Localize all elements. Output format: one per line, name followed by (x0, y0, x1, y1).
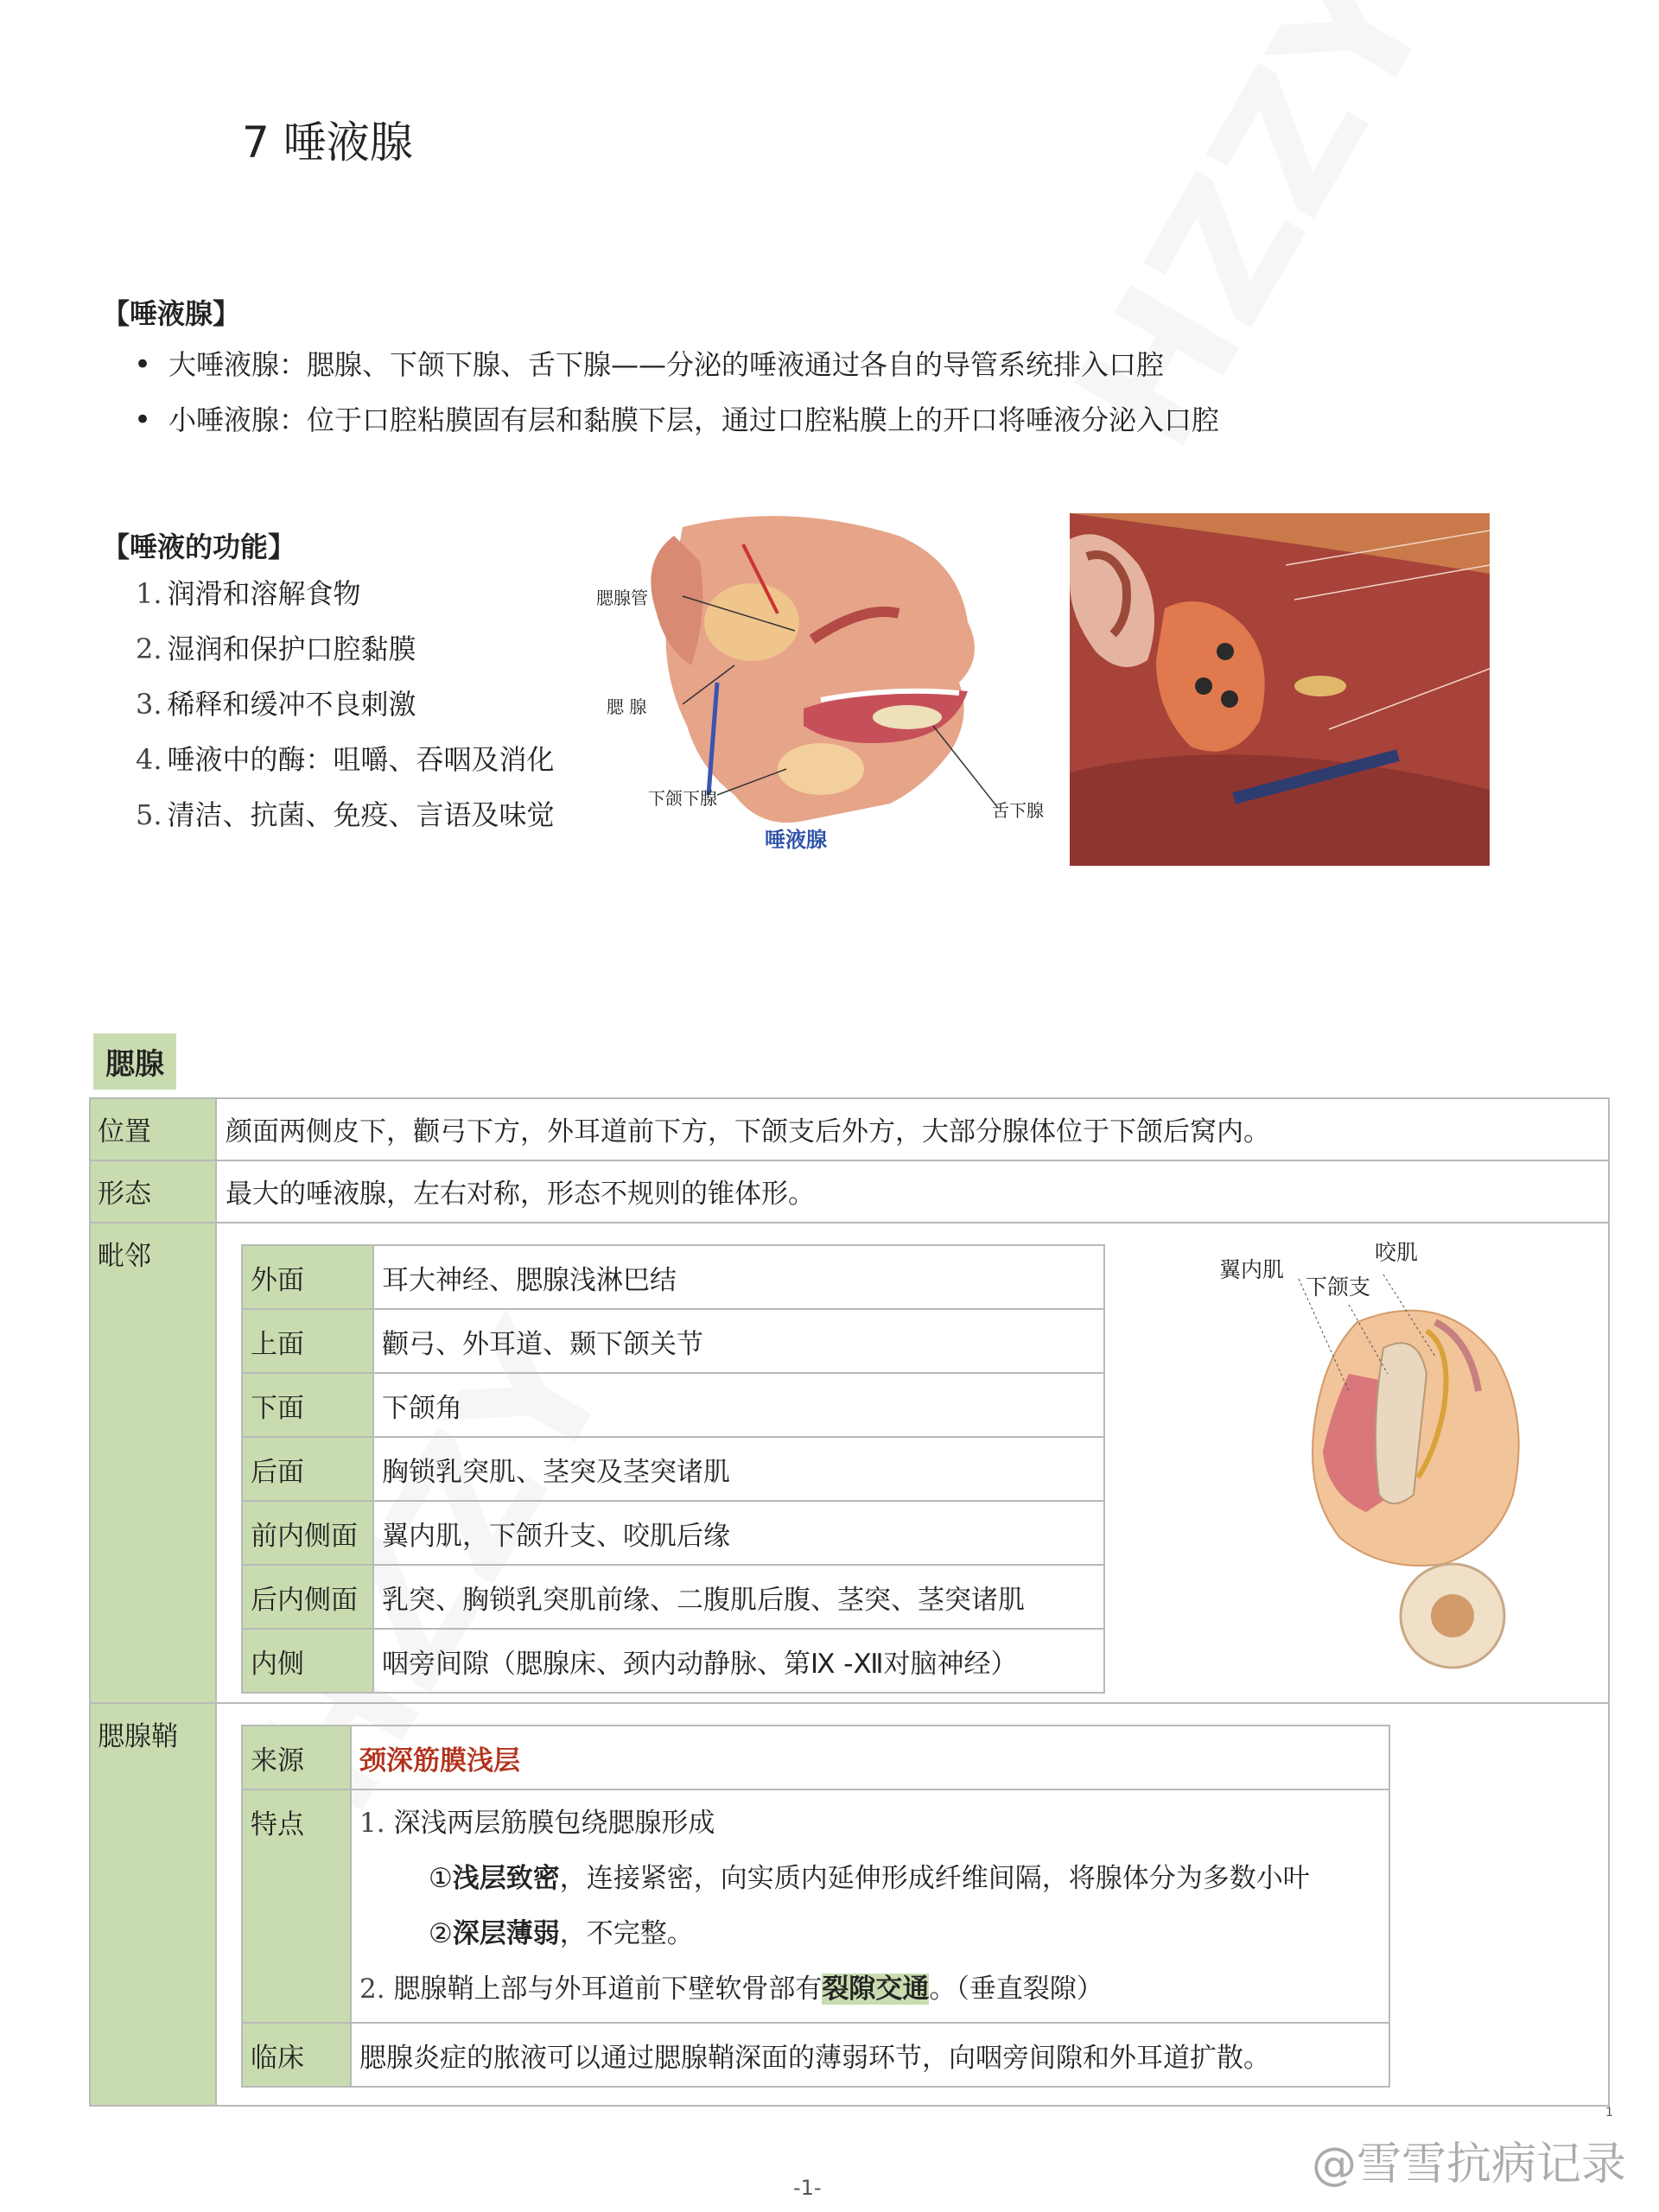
figure-caption: 唾液腺 (765, 828, 827, 852)
list-item: 3. 稀释和缓冲不良刺激 (136, 688, 416, 721)
sheath-table (241, 1725, 1390, 2088)
label-ramus: 下颌支 (1306, 1274, 1371, 1300)
adjacent-key: 下面 (242, 1373, 373, 1437)
parotid-section-tag: 腮腺 (93, 1033, 176, 1090)
label-submandibular: 下颌下腺 (648, 788, 717, 809)
adjacent-value: 翼内肌，下颌升支、咬肌后缘 (373, 1501, 1104, 1565)
adjacent-value: 耳大神经、腮腺浅淋巴结 (373, 1245, 1104, 1309)
sheath-feature-value (351, 1789, 1389, 2023)
table-row (242, 2023, 1389, 2087)
label-parotid: 腮 腺 (607, 696, 647, 717)
label-masseter: 咬肌 (1375, 1240, 1419, 1265)
list-item: 2. 湿润和保护口腔黏膜 (136, 632, 416, 665)
adjacent-key: 内侧 (242, 1629, 373, 1693)
salivary-gland-illustration (588, 510, 1071, 873)
parotid-cross-section-illustration (1219, 1236, 1582, 1685)
sheath-clinical-value: 腮腺炎症的脓液可以通过腮腺鞘深面的薄弱环节，向咽旁间隙和外耳道扩散。 (351, 2023, 1389, 2087)
table-row (90, 1160, 1609, 1223)
table-row (242, 1437, 1104, 1501)
row-label-location: 位置 (90, 1098, 216, 1160)
sheath-source-value: 颈深筋膜浅层 (351, 1726, 1389, 1789)
table-row (90, 1223, 1609, 1703)
adjacent-key: 外面 (242, 1245, 373, 1309)
sheath-key-feature: 特点 (242, 1789, 351, 2023)
adjacent-key: 后内侧面 (242, 1565, 373, 1629)
list-item: 1. 润滑和溶解食物 (136, 577, 361, 610)
adjacent-key: 前内侧面 (242, 1501, 373, 1565)
list-item: • 小唾液腺：位于口腔粘膜固有层和黏膜下层，通过口腔粘膜上的开口将唾液分泌入口腔 (130, 392, 1599, 448)
adjacent-value: 咽旁间隙（腮腺床、颈内动静脉、第Ⅸ -Ⅻ对脑神经） (373, 1629, 1104, 1693)
row-value-morphology: 最大的唾液腺，左右对称，形态不规则的锥体形。 (216, 1160, 1609, 1223)
table-row (242, 1245, 1104, 1309)
adjacent-key: 上面 (242, 1309, 373, 1373)
list-item: 4. 唾液中的酶：咀嚼、吞咽及消化 (136, 743, 555, 776)
list-item: 5. 清洁、抗菌、免疫、言语及味觉 (136, 798, 555, 831)
row-label-sheath: 腮腺鞘 (90, 1703, 216, 2106)
adjacent-value: 颧弓、外耳道、颞下颌关节 (373, 1309, 1104, 1373)
corner-mark: 1 (1605, 2106, 1613, 2120)
table-row (242, 1565, 1104, 1629)
table-row (242, 1501, 1104, 1565)
feature-sub-1: ①浅层致密，连接紧密，向实质内延伸形成纤维间隔，将腺体分为多数小叶 (429, 1863, 1310, 1894)
section-heading-function: 【唾液的功能】 (102, 531, 296, 563)
list-item: • 大唾液腺：腮腺、下颌下腺、舌下腺——分泌的唾液通过各自的导管系统排入口腔 (130, 337, 1599, 392)
row-label-morphology: 形态 (90, 1160, 216, 1223)
adjacent-key: 后面 (242, 1437, 373, 1501)
footer-watermark: @雪雪抗病记录 (1311, 2139, 1626, 2190)
salivary-list (130, 337, 1599, 448)
parotid-dissection-image (1070, 513, 1490, 866)
table-row (90, 1703, 1609, 2106)
sheath-key-clinical: 临床 (242, 2023, 351, 2087)
row-value-location: 颜面两侧皮下，颧弓下方，外耳道前下方，下颌支后外方，大部分腺体位于下颌后窝内。 (216, 1098, 1609, 1160)
label-medial-pterygoid: 翼内肌 (1219, 1257, 1285, 1282)
page-title: 7 唾液腺 (242, 118, 413, 168)
page-number: -1- (793, 2176, 822, 2200)
function-list (136, 566, 620, 842)
feature-sub-2: ②深层薄弱，不完整。 (429, 1918, 694, 1949)
label-parotid-duct: 腮腺管 (596, 588, 648, 608)
table-row (242, 1373, 1104, 1437)
row-value-adjacent (216, 1223, 1609, 1703)
feature-point-1: 1. 深浅两层筋膜包绕腮腺形成 (359, 1808, 715, 1839)
table-row (242, 1309, 1104, 1373)
table-row (242, 1629, 1104, 1693)
sheath-key-source: 来源 (242, 1726, 351, 1789)
feature-point-2: 2. 腮腺鞘上部与外耳道前下壁软骨部有裂隙交通。（垂直裂隙） (359, 1974, 1103, 2005)
adjacent-value: 下颌角 (373, 1373, 1104, 1437)
adjacent-value: 胸锁乳突肌、茎突及茎突诸肌 (373, 1437, 1104, 1501)
parotid-table (89, 1097, 1610, 2107)
label-sublingual: 舌下腺 (992, 800, 1044, 821)
adjacent-table (241, 1244, 1105, 1694)
table-row (242, 1789, 1389, 2023)
table-row (90, 1098, 1609, 1160)
section-heading-salivary: 【唾液腺】 (102, 297, 241, 330)
adjacent-value: 乳突、胸锁乳突肌前缘、二腹肌后腹、茎突、茎突诸肌 (373, 1565, 1104, 1629)
table-row (242, 1726, 1389, 1789)
row-label-adjacent: 毗邻 (90, 1223, 216, 1703)
row-value-sheath (216, 1703, 1609, 2106)
